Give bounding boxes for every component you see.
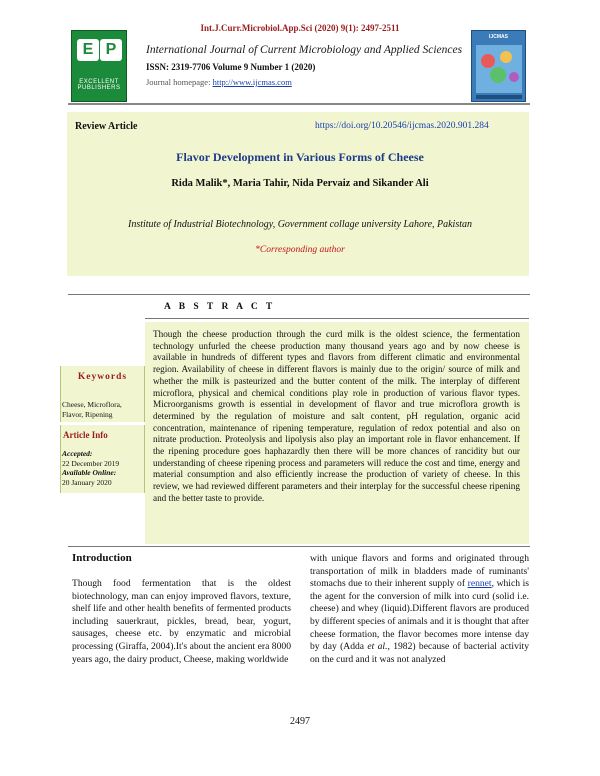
article-info-heading: Article Info bbox=[63, 430, 108, 440]
homepage-label: Journal homepage: bbox=[146, 77, 213, 87]
article-authors: Rida Malik*, Maria Tahir, Nida Pervaiz and Sikander Ali bbox=[171, 178, 429, 189]
page-number: 2497 bbox=[290, 716, 310, 727]
body-left-column: Though food fermentation that is the oldest biotechnology, man can enjoy improved flavors, texture, shelf life and other health benefits of fermented products including sauerkraut, pickles, bread, bear, yogurt, sausages, cheese etc. by enzymatic and microbial processing (Giraffa, 2004).It's about the ancient era 8000 years ago, the dairy product, Cheese, making worldwide bbox=[72, 578, 291, 665]
keywords-list: Cheese, Microflora, Flavor, Ripening bbox=[62, 400, 122, 419]
cover-art-icon bbox=[472, 31, 526, 102]
available-label: Available Online: bbox=[62, 468, 117, 477]
abstract-heading: A B S T R A C T bbox=[164, 302, 276, 312]
article-title: Flavor Development in Various Forms of Cheese bbox=[176, 150, 424, 164]
journal-citation: Int.J.Curr.Microbiol.App.Sci (2020) 9(1): 2497-2511 bbox=[200, 23, 400, 33]
homepage-link[interactable]: http://www.ijcmas.com bbox=[212, 77, 292, 87]
right-col-text-c: , 1982) because of bacterial activity on the curd and it was not analyzed bbox=[310, 641, 529, 665]
section-heading: Introduction bbox=[72, 552, 132, 564]
logo-p-icon: P bbox=[100, 39, 122, 61]
accepted-label: Accepted: bbox=[62, 449, 93, 458]
corresponding-author-note: *Corresponding author bbox=[255, 245, 345, 255]
right-col-text-b: , which is the agent for the conversion of milk into curd (solid i.e. cheese) and whey (liquid).Different flavors are produced by different species of animals and it is thought that after cheese formation, the flavor becomes more intense day by day (Adda bbox=[310, 578, 529, 653]
logo-e-icon: E bbox=[77, 39, 99, 61]
abstract-divider bbox=[145, 318, 529, 319]
right-col-text-a: with unique flavors and forms and originated through transportation of milk in bladders made of ruminants' stomachs due to their inherent supply of bbox=[310, 553, 529, 590]
doi-link[interactable]: https://doi.org/10.20546/ijcmas.2020.901.284 bbox=[315, 121, 489, 131]
journal-homepage bbox=[146, 77, 292, 87]
available-date: 20 January 2020 bbox=[62, 477, 112, 487]
journal-name: International Journal of Current Microbiology and Applied Sciences bbox=[146, 44, 463, 56]
issn-line: ISSN: 2319-7706 Volume 9 Number 1 (2020) bbox=[146, 62, 316, 72]
header-divider bbox=[68, 103, 530, 105]
body-divider bbox=[68, 546, 530, 547]
cover-title: IJCMAS bbox=[489, 34, 508, 40]
journal-cover bbox=[471, 30, 526, 102]
right-col-etal: et al. bbox=[367, 641, 388, 653]
rennet-link[interactable]: rennet bbox=[467, 578, 492, 590]
article-type: Review Article bbox=[75, 121, 138, 132]
accepted-date: 22 December 2019 bbox=[62, 458, 120, 468]
abstract-divider-top bbox=[68, 294, 530, 295]
author-affiliation: Institute of Industrial Biotechnology, Government collage university Lahore, Pakistan bbox=[127, 219, 473, 230]
abstract-text: Though the cheese production through the curd milk is the oldest science, the fermentation technology unfurled the cheese production many thousand years ago and by now cheese is available in hundreds of different types and flavors from different climatic and environmental region. Availability of cheese in different flavors is mainly due to the origin/ source of milk and whether the milk is pasteurized and the butter content of the milk. The interplay of different microflora, physical and chemical conditions play role in production of various flavor types. Microorganisms growth is essential in development of flavor and true microflora growth is determined by the regulation of moisture and salt content, pH regulation, organic acid concentration, maintenance of ripening temperature, regulation of redox potential and also on nitrate production. Proteolysis and lipolysis also play an important role in flavor enhancement. If the ripening procedure goes haphazardly then there will be more chances of rancidity but our understanding of cheese ripening process and parameters will reduce the cost and time, energy and material consumption and also efficiently increase the production of variety of cheese. In this review, we had reviewed different parameters and their interplay for the successful cheese ripening and the better taste to provide. bbox=[153, 329, 520, 503]
publisher-logo bbox=[71, 30, 127, 102]
logo-text: EXCELLENT PUBLISHERS bbox=[77, 79, 121, 91]
keywords-heading: Keywords bbox=[77, 372, 128, 382]
article-info-dates bbox=[62, 449, 144, 487]
body-right-column bbox=[310, 553, 529, 666]
